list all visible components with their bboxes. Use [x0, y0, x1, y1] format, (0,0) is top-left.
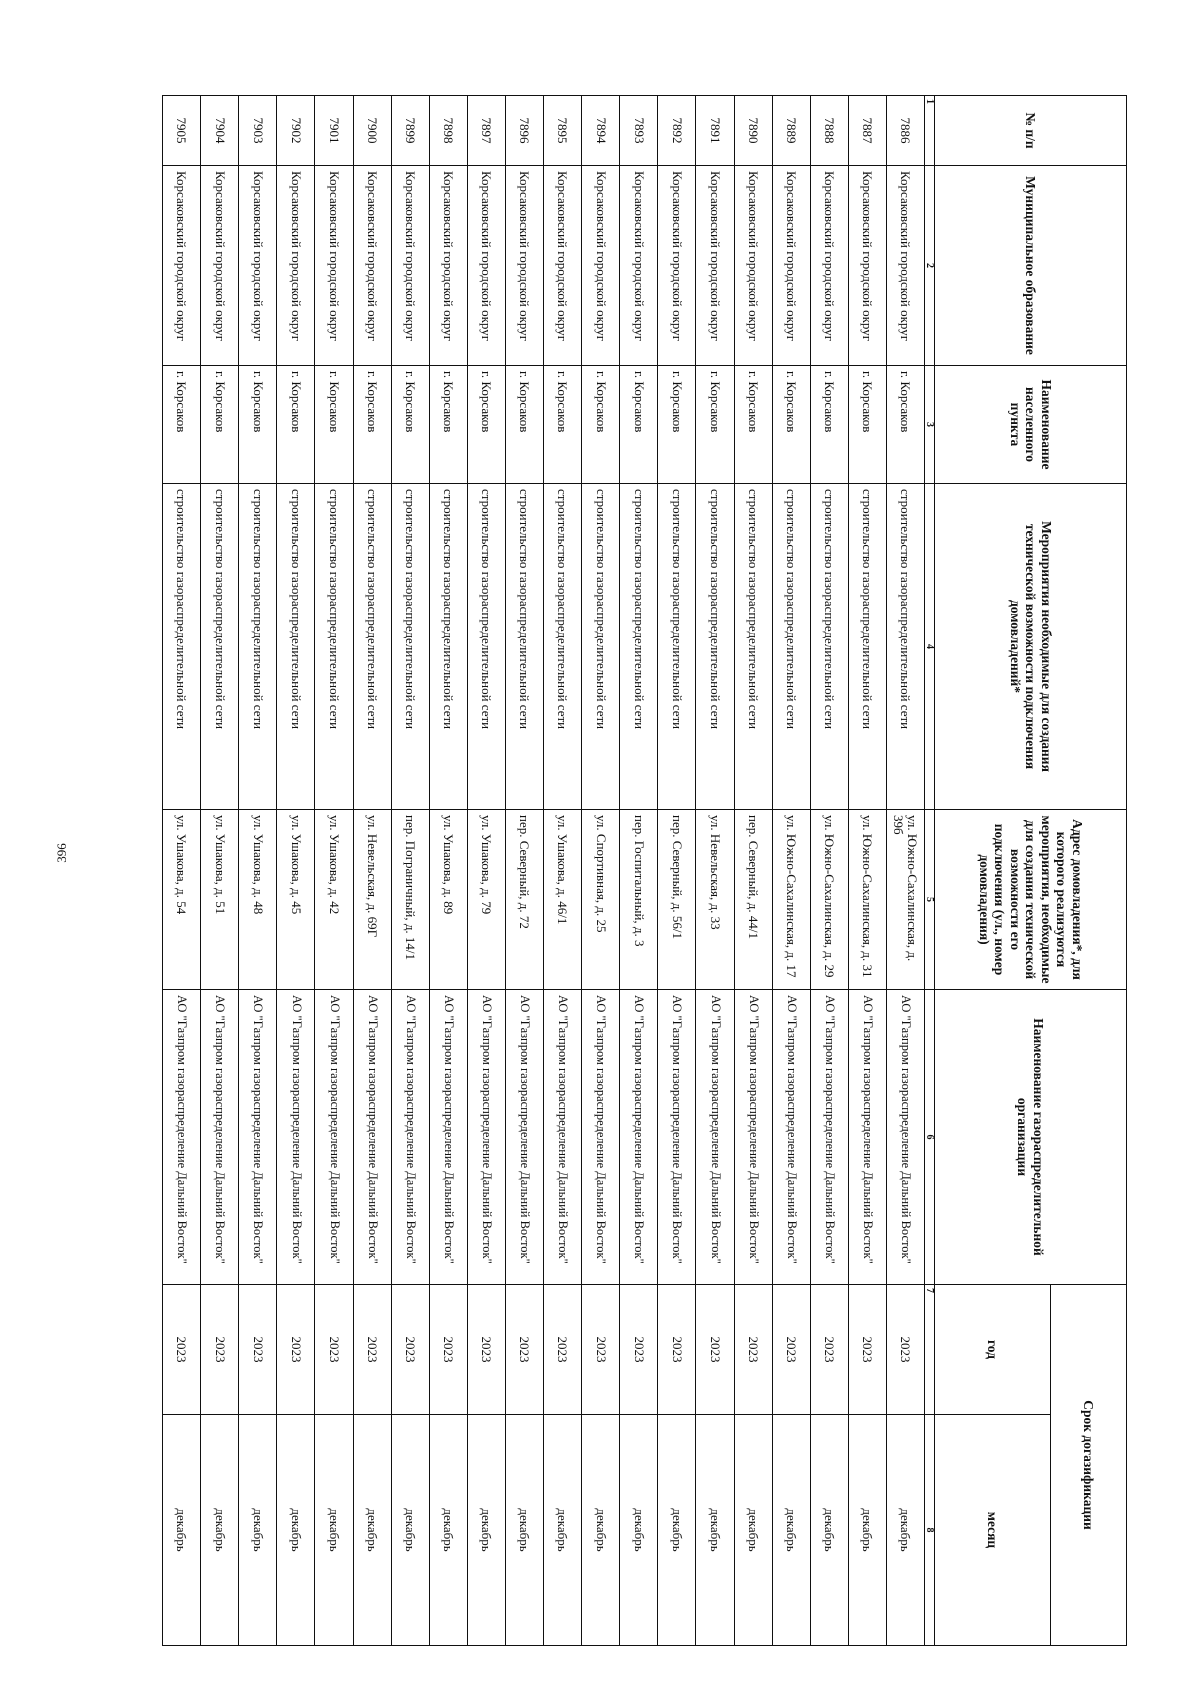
cell-municipality: Корсаковский городской округ [505, 166, 543, 366]
cell-settlement: г. Корсаков [810, 366, 848, 484]
col-number: 5 [925, 810, 935, 990]
cell-organization: АО "Газпром газораспределение Дальний Восток" [239, 990, 277, 1285]
cell-organization: АО "Газпром газораспределение Дальний Восток" [505, 990, 543, 1285]
cell-municipality: Корсаковский городской округ [734, 166, 772, 366]
cell-n: 7892 [658, 96, 696, 166]
cell-measures: строительство газораспределительной сети [848, 484, 886, 810]
cell-organization: АО "Газпром газораспределение Дальний Восток" [201, 990, 239, 1285]
cell-n: 7893 [620, 96, 658, 166]
cell-measures: строительство газораспределительной сети [429, 484, 467, 810]
cell-organization: АО "Газпром газораспределение Дальний Восток" [734, 990, 772, 1285]
cell-address: ул. Ушакова, д. 89 [429, 810, 467, 990]
cell-measures: строительство газораспределительной сети [772, 484, 810, 810]
gasification-table [162, 95, 1127, 1646]
cell-organization: АО "Газпром газораспределение Дальний Восток" [353, 990, 391, 1285]
cell-n: 7899 [391, 96, 429, 166]
cell-n: 7898 [429, 96, 467, 166]
cell-measures: строительство газораспределительной сети [886, 484, 924, 810]
table-row [467, 96, 505, 1646]
cell-address: пер. Госпитальный, д. 3 [620, 810, 658, 990]
cell-year: 2023 [582, 1285, 620, 1415]
cell-month: декабрь [772, 1415, 810, 1646]
cell-address: пер. Северный, д. 72 [505, 810, 543, 990]
cell-settlement: г. Корсаков [467, 366, 505, 484]
cell-settlement: г. Корсаков [848, 366, 886, 484]
cell-n: 7889 [772, 96, 810, 166]
cell-month: декабрь [658, 1415, 696, 1646]
cell-n: 7888 [810, 96, 848, 166]
cell-settlement: г. Корсаков [696, 366, 734, 484]
cell-n: 7901 [315, 96, 353, 166]
table-row [201, 96, 239, 1646]
table-row [544, 96, 582, 1646]
cell-n: 7896 [505, 96, 543, 166]
cell-measures: строительство газораспределительной сети [734, 484, 772, 810]
cell-organization: АО "Газпром газораспределение Дальний Восток" [810, 990, 848, 1285]
cell-year: 2023 [810, 1285, 848, 1415]
table-row [886, 96, 924, 1646]
cell-measures: строительство газораспределительной сети [582, 484, 620, 810]
table-row [696, 96, 734, 1646]
cell-address: ул. Южно-Сахалинская, д. 29 [810, 810, 848, 990]
cell-municipality: Корсаковский городской округ [315, 166, 353, 366]
cell-year: 2023 [658, 1285, 696, 1415]
cell-organization: АО "Газпром газораспределение Дальний Восток" [315, 990, 353, 1285]
rotated-page-content [162, 95, 1127, 1645]
cell-address: пер. Пограничный, д. 14/1 [391, 810, 429, 990]
cell-municipality: Корсаковский городской округ [658, 166, 696, 366]
col-number: 8 [925, 1415, 935, 1646]
cell-month: декабрь [353, 1415, 391, 1646]
cell-settlement: г. Корсаков [277, 366, 315, 484]
cell-month: декабрь [582, 1415, 620, 1646]
table-row [810, 96, 848, 1646]
cell-address: ул. Ушакова, д. 54 [163, 810, 201, 990]
cell-year: 2023 [277, 1285, 315, 1415]
table-row [353, 96, 391, 1646]
cell-settlement: г. Корсаков [582, 366, 620, 484]
table-row [582, 96, 620, 1646]
cell-settlement: г. Корсаков [163, 366, 201, 484]
cell-year: 2023 [429, 1285, 467, 1415]
cell-year: 2023 [163, 1285, 201, 1415]
cell-settlement: г. Корсаков [315, 366, 353, 484]
cell-month: декабрь [505, 1415, 543, 1646]
cell-address: пер. Северный, д. 56/1 [658, 810, 696, 990]
cell-measures: строительство газораспределительной сети [391, 484, 429, 810]
cell-address: ул. Спортивная, д. 25 [582, 810, 620, 990]
cell-address: ул. Ушакова, д. 46/1 [544, 810, 582, 990]
cell-month: декабрь [277, 1415, 315, 1646]
cell-settlement: г. Корсаков [353, 366, 391, 484]
cell-municipality: Корсаковский городской округ [886, 166, 924, 366]
cell-organization: АО "Газпром газораспределение Дальний Восток" [277, 990, 315, 1285]
table-row [277, 96, 315, 1646]
cell-organization: АО "Газпром газораспределение Дальний Восток" [544, 990, 582, 1285]
cell-measures: строительство газораспределительной сети [315, 484, 353, 810]
cell-n: 7905 [163, 96, 201, 166]
cell-year: 2023 [201, 1285, 239, 1415]
cell-year: 2023 [467, 1285, 505, 1415]
cell-measures: строительство газораспределительной сети [696, 484, 734, 810]
cell-settlement: г. Корсаков [544, 366, 582, 484]
cell-address: ул. Ушакова, д. 48 [239, 810, 277, 990]
cell-organization: АО "Газпром газораспределение Дальний Восток" [772, 990, 810, 1285]
cell-settlement: г. Корсаков [886, 366, 924, 484]
cell-address: ул. Ушакова, д. 45 [277, 810, 315, 990]
header-n: № п/п [935, 96, 1127, 166]
cell-organization: АО "Газпром газораспределение Дальний Восток" [886, 990, 924, 1285]
cell-n: 7895 [544, 96, 582, 166]
cell-year: 2023 [239, 1285, 277, 1415]
cell-year: 2023 [696, 1285, 734, 1415]
table-row [163, 96, 201, 1646]
cell-settlement: г. Корсаков [772, 366, 810, 484]
cell-municipality: Корсаковский городской округ [582, 166, 620, 366]
cell-month: декабрь [429, 1415, 467, 1646]
table-row [734, 96, 772, 1646]
cell-measures: строительство газораспределительной сети [505, 484, 543, 810]
cell-month: декабрь [848, 1415, 886, 1646]
cell-measures: строительство газораспределительной сети [810, 484, 848, 810]
cell-organization: АО "Газпром газораспределение Дальний Восток" [620, 990, 658, 1285]
cell-month: декабрь [315, 1415, 353, 1646]
cell-month: декабрь [391, 1415, 429, 1646]
header-organization: Наименование газораспределительной организации [935, 990, 1127, 1285]
cell-municipality: Корсаковский городской округ [696, 166, 734, 366]
cell-measures: строительство газораспределительной сети [467, 484, 505, 810]
cell-address: ул. Ушакова, д. 79 [467, 810, 505, 990]
cell-settlement: г. Корсаков [658, 366, 696, 484]
cell-year: 2023 [391, 1285, 429, 1415]
cell-n: 7897 [467, 96, 505, 166]
cell-measures: строительство газораспределительной сети [201, 484, 239, 810]
cell-month: декабрь [163, 1415, 201, 1646]
cell-measures: строительство газораспределительной сети [544, 484, 582, 810]
cell-year: 2023 [353, 1285, 391, 1415]
cell-year: 2023 [544, 1285, 582, 1415]
cell-organization: АО "Газпром газораспределение Дальний Восток" [582, 990, 620, 1285]
table-row [239, 96, 277, 1646]
cell-settlement: г. Корсаков [734, 366, 772, 484]
table-row [391, 96, 429, 1646]
cell-n: 7894 [582, 96, 620, 166]
cell-n: 7902 [277, 96, 315, 166]
header-month: месяц [935, 1415, 1051, 1646]
col-number: 1 [925, 96, 935, 166]
cell-organization: АО "Газпром газораспределение Дальний Восток" [696, 990, 734, 1285]
cell-month: декабрь [201, 1415, 239, 1646]
cell-month: декабрь [810, 1415, 848, 1646]
cell-organization: АО "Газпром газораспределение Дальний Восток" [658, 990, 696, 1285]
cell-address: ул. Южно-Сахалинская, д. 31 [848, 810, 886, 990]
col-number: 7 [925, 1285, 935, 1415]
cell-address: пер. Северный, д. 44/1 [734, 810, 772, 990]
cell-measures: строительство газораспределительной сети [658, 484, 696, 810]
header-year: год [935, 1285, 1051, 1415]
col-number: 3 [925, 366, 935, 484]
cell-address: ул. Ушакова, д. 51 [201, 810, 239, 990]
table-row [429, 96, 467, 1646]
cell-settlement: г. Корсаков [505, 366, 543, 484]
col-number: 4 [925, 484, 935, 810]
table-body [163, 96, 925, 1646]
table-row [315, 96, 353, 1646]
cell-measures: строительство газораспределительной сети [239, 484, 277, 810]
cell-year: 2023 [734, 1285, 772, 1415]
cell-month: декабрь [696, 1415, 734, 1646]
cell-month: декабрь [239, 1415, 277, 1646]
header-municipality: Муниципальное образование [935, 166, 1127, 366]
cell-year: 2023 [505, 1285, 543, 1415]
table-row [772, 96, 810, 1646]
cell-municipality: Корсаковский городской округ [163, 166, 201, 366]
cell-year: 2023 [772, 1285, 810, 1415]
cell-organization: АО "Газпром газораспределение Дальний Восток" [391, 990, 429, 1285]
cell-year: 2023 [315, 1285, 353, 1415]
cell-measures: строительство газораспределительной сети [353, 484, 391, 810]
table-row [658, 96, 696, 1646]
cell-measures: строительство газораспределительной сети [163, 484, 201, 810]
cell-address: ул. Невельская, д. 69Г [353, 810, 391, 990]
cell-settlement: г. Корсаков [391, 366, 429, 484]
cell-measures: строительство газораспределительной сети [277, 484, 315, 810]
cell-settlement: г. Корсаков [239, 366, 277, 484]
cell-municipality: Корсаковский городской округ [429, 166, 467, 366]
cell-municipality: Корсаковский городской округ [201, 166, 239, 366]
cell-month: декабрь [544, 1415, 582, 1646]
cell-n: 7886 [886, 96, 924, 166]
table-row [848, 96, 886, 1646]
cell-municipality: Корсаковский городской округ [239, 166, 277, 366]
header-address: Адрес домовладения*, для которого реализуются мероприятия, необходимые для создания технической возможности его подключения (ул., номер домовладения) [935, 810, 1127, 990]
cell-n: 7900 [353, 96, 391, 166]
cell-n: 7903 [239, 96, 277, 166]
header-measures: Мероприятия необходимые для создания технической возможности подключения домовладений* [935, 484, 1127, 810]
cell-address: ул. Южно-Сахалинская, д. 17 [772, 810, 810, 990]
cell-address: ул. Невельская, д. 33 [696, 810, 734, 990]
cell-organization: АО "Газпром газораспределение Дальний Восток" [848, 990, 886, 1285]
table-row [620, 96, 658, 1646]
cell-n: 7904 [201, 96, 239, 166]
cell-municipality: Корсаковский городской округ [810, 166, 848, 366]
cell-organization: АО "Газпром газораспределение Дальний Восток" [163, 990, 201, 1285]
cell-year: 2023 [848, 1285, 886, 1415]
cell-municipality: Корсаковский городской округ [544, 166, 582, 366]
cell-month: декабрь [620, 1415, 658, 1646]
cell-municipality: Корсаковский городской округ [277, 166, 315, 366]
cell-settlement: г. Корсаков [429, 366, 467, 484]
cell-year: 2023 [886, 1285, 924, 1415]
cell-organization: АО "Газпром газораспределение Дальний Восток" [429, 990, 467, 1285]
cell-municipality: Корсаковский городской округ [620, 166, 658, 366]
table-row [505, 96, 543, 1646]
header-term: Срок догазификации [1051, 1285, 1127, 1646]
cell-n: 7887 [848, 96, 886, 166]
cell-municipality: Корсаковский городской округ [391, 166, 429, 366]
cell-month: декабрь [467, 1415, 505, 1646]
cell-municipality: Корсаковский городской округ [467, 166, 505, 366]
cell-month: декабрь [886, 1415, 924, 1646]
cell-municipality: Корсаковский городской округ [772, 166, 810, 366]
cell-municipality: Корсаковский городской округ [353, 166, 391, 366]
cell-address: ул. Ушакова, д. 42 [315, 810, 353, 990]
header-settlement: Наименование населенного пункта [935, 366, 1127, 484]
cell-month: декабрь [734, 1415, 772, 1646]
page-number: 396 [54, 843, 69, 863]
cell-organization: АО "Газпром газораспределение Дальний Восток" [467, 990, 505, 1285]
cell-n: 7890 [734, 96, 772, 166]
cell-n: 7891 [696, 96, 734, 166]
col-number: 2 [925, 166, 935, 366]
cell-settlement: г. Корсаков [620, 366, 658, 484]
cell-measures: строительство газораспределительной сети [620, 484, 658, 810]
cell-address: ул. Южно-Сахалинская, д. 39б [886, 810, 924, 990]
col-number: 6 [925, 990, 935, 1285]
cell-settlement: г. Корсаков [201, 366, 239, 484]
cell-year: 2023 [620, 1285, 658, 1415]
cell-municipality: Корсаковский городской округ [848, 166, 886, 366]
